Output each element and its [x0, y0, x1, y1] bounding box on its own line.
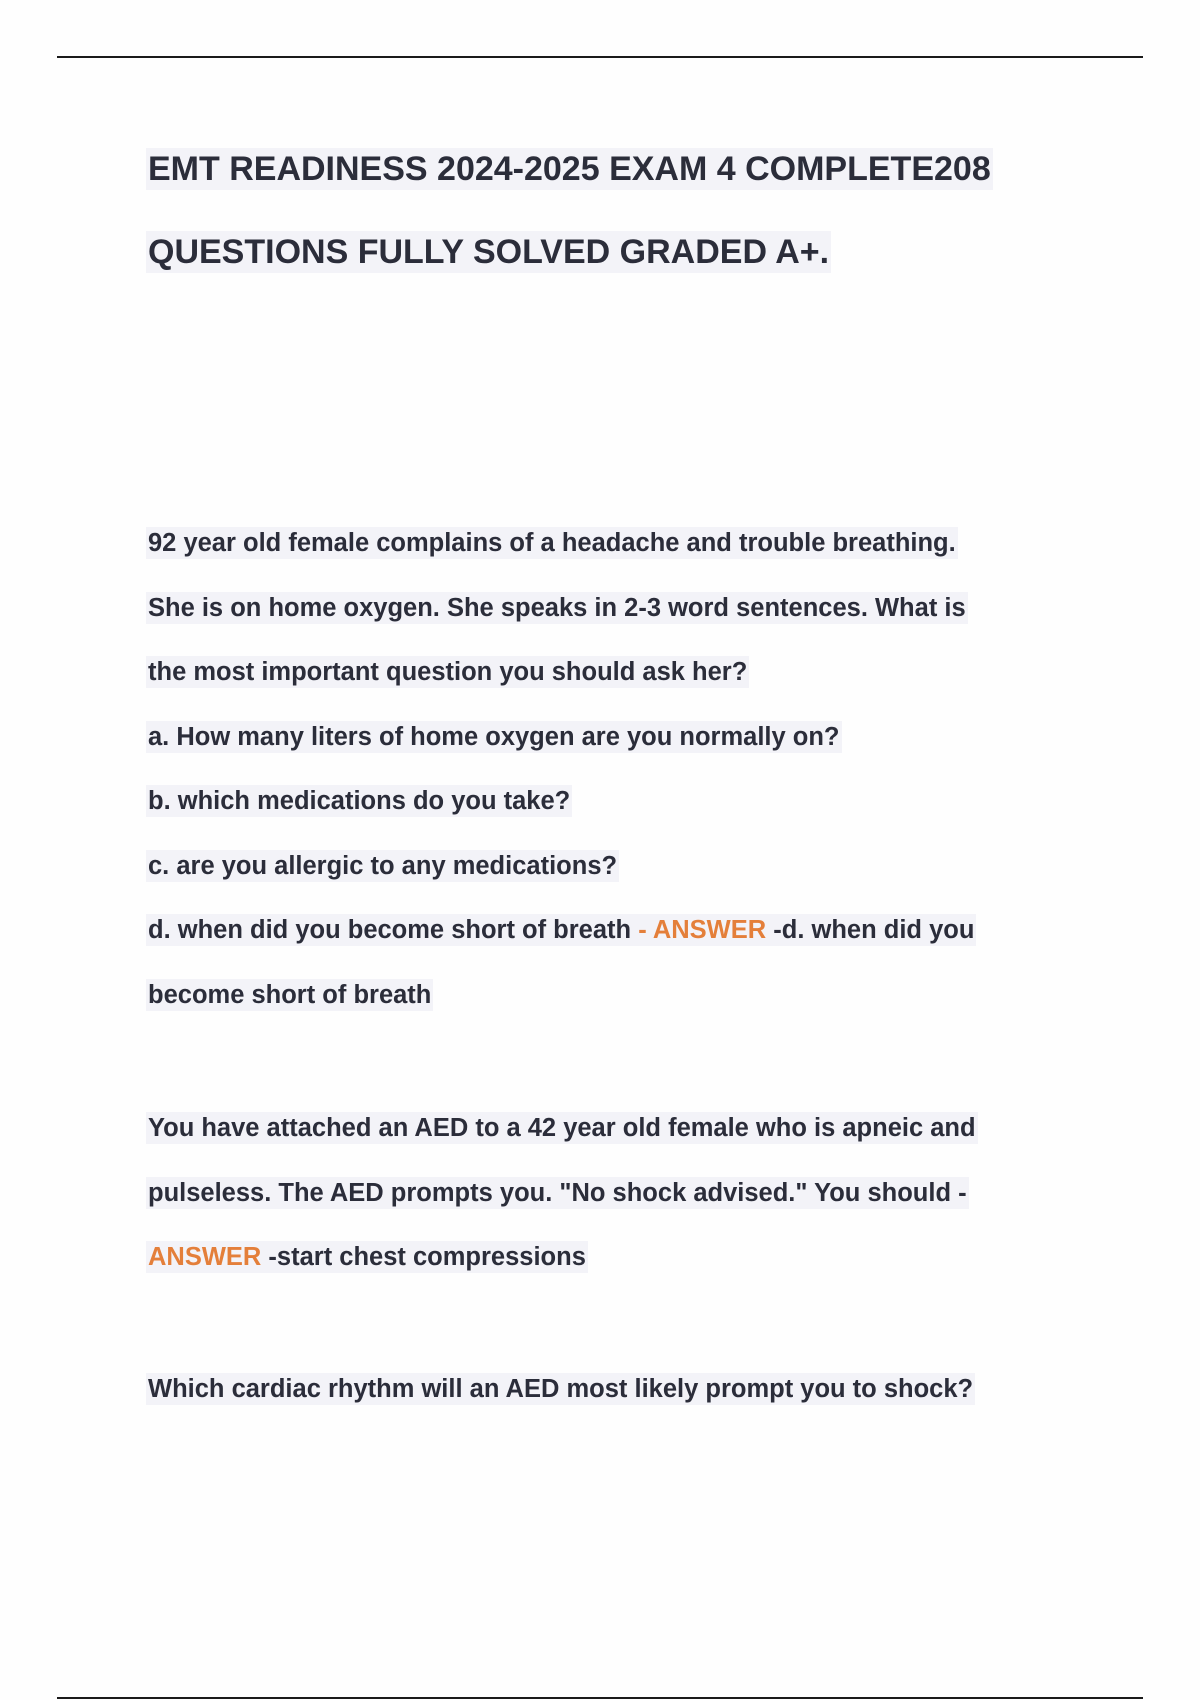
answer-dash: -: [631, 916, 653, 944]
answer-label: ANSWER: [652, 916, 767, 944]
answer-text: -d. when did you: [766, 916, 975, 944]
document-title: [146, 128, 1106, 294]
option-d: d. when did you become short of breath: [148, 916, 632, 944]
question-block-2: [146, 1096, 1096, 1290]
answer-label: ANSWER: [148, 1243, 262, 1271]
answer-text: -start chest compressions: [261, 1243, 586, 1271]
top-rule: [57, 56, 1143, 58]
answer-text-continued: become short of breath: [148, 980, 432, 1009]
question-text: pulseless. The AED prompts you. "No shock advised." You should -: [148, 1178, 967, 1207]
option-b: b. which medications do you take?: [148, 787, 571, 815]
question-block-3: [146, 1357, 1096, 1422]
question-block-1: [146, 511, 1096, 1027]
question-text: the most important question you should ask her?: [148, 658, 748, 686]
question-text: You have attached an AED to a 42 year old female who is apneic and: [148, 1114, 976, 1142]
question-text: Which cardiac rhythm will an AED most likely prompt you to shock?: [148, 1375, 974, 1403]
title-line-1: EMT READINESS 2024-2025 EXAM 4 COMPLETE208: [148, 150, 991, 188]
option-c: c. are you allergic to any medications?: [148, 851, 618, 880]
bottom-rule: [57, 1697, 1143, 1699]
question-text: She is on home oxygen. She speaks in 2-3 word sentences. What is: [148, 593, 966, 622]
title-line-2: QUESTIONS FULLY SOLVED GRADED A+.: [148, 233, 830, 271]
option-a: a. How many liters of home oxygen are you normally on?: [148, 722, 840, 751]
question-text: 92 year old female complains of a headache and trouble breathing.: [148, 529, 956, 557]
